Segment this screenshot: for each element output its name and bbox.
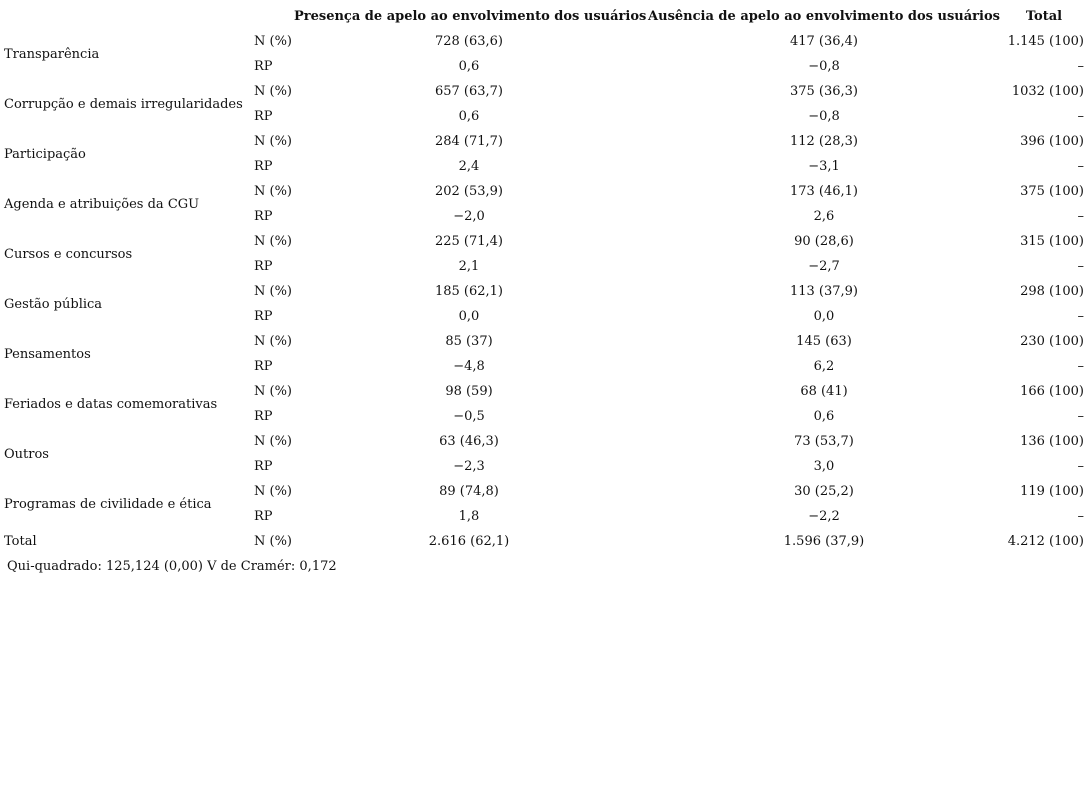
presence-count: 202 (53,9) [434,184,504,199]
measure-label: N (%) [254,184,293,199]
measure-label: RP [254,159,273,174]
total-residual: – [1077,59,1084,74]
absence-count: 112 (28,3) [789,134,859,149]
presence-residual: −2,3 [453,459,485,474]
presence-count: 225 (71,4) [434,234,504,249]
table-row-n [4,129,1084,154]
total-count: 166 (100) [1020,384,1084,399]
absence-count: 417 (36,4) [789,34,859,49]
presence-residual: −4,8 [453,359,485,374]
table-row-n [4,329,1084,354]
presence-count: 728 (63,6) [434,34,504,49]
total-residual: – [1077,109,1084,124]
absence-residual: 0,0 [813,309,835,324]
measure-label: N (%) [254,534,293,549]
table-row-total [4,529,1084,554]
presence-total: 2.616 (62,1) [428,534,510,549]
absence-residual: −0,8 [808,59,840,74]
header-absence: Ausência de apelo ao envolvimento dos usuários [648,9,1000,24]
measure-label: N (%) [254,334,293,349]
total-label: Total [4,534,37,549]
table-row-n [4,379,1084,404]
header-presence: Presença de apelo ao envolvimento dos usuários [294,9,647,24]
category-label: Pensamentos [4,346,91,362]
presence-residual: 0,6 [458,59,480,74]
measure-label: RP [254,459,273,474]
measure-label: RP [254,109,273,124]
absence-count: 113 (37,9) [789,284,859,299]
table-row-n [4,229,1084,254]
measure-label: RP [254,59,273,74]
category-label: Outros [4,446,49,462]
measure-label: RP [254,409,273,424]
total-count: 315 (100) [1020,234,1084,249]
absence-count: 68 (41) [800,384,848,399]
absence-residual: −0,8 [808,109,840,124]
presence-count: 85 (37) [445,334,493,349]
absence-residual: 3,0 [813,459,835,474]
absence-residual: 2,6 [813,209,835,224]
measure-label: N (%) [254,84,293,99]
header-total: Total [1025,9,1063,24]
total-count: 230 (100) [1020,334,1084,349]
table-body [4,29,1084,554]
presence-count: 284 (71,7) [434,134,504,149]
grand-total: 4.212 (100) [1007,534,1084,549]
total-residual: – [1077,459,1084,474]
measure-label: N (%) [254,434,293,449]
table-row-n [4,279,1084,304]
table-row-n [4,79,1084,104]
category-label: Gestão pública [4,296,103,312]
measure-label: RP [254,259,273,274]
total-count: 136 (100) [1020,434,1084,449]
presence-residual: 2,4 [458,159,480,174]
total-count: 1.145 (100) [1007,34,1084,49]
presence-residual: −0,5 [453,409,485,424]
absence-count: 375 (36,3) [789,84,859,99]
category-label: Transparência [4,46,100,62]
measure-label: RP [254,309,273,324]
table-row-n [4,479,1084,504]
measure-label: RP [254,509,273,524]
measure-label: RP [254,359,273,374]
header-category [4,4,254,29]
presence-residual: 0,6 [458,109,480,124]
absence-residual: 6,2 [813,359,835,374]
total-residual: – [1077,409,1084,424]
total-residual: – [1077,259,1084,274]
absence-count: 145 (63) [796,334,852,349]
measure-label: N (%) [254,234,293,249]
total-residual: – [1077,209,1084,224]
absence-count: 30 (25,2) [794,484,854,499]
total-residual: – [1077,509,1084,524]
presence-count: 185 (62,1) [434,284,504,299]
measure-label: N (%) [254,134,293,149]
presence-count: 89 (74,8) [439,484,499,499]
chi-square-note: Qui-quadrado: 125,124 (0,00) V de Cramér: 0,172 [7,559,337,574]
category-label: Cursos e concursos [4,246,133,262]
table-row-n [4,429,1084,454]
presence-residual: 1,8 [458,509,480,524]
measure-label: N (%) [254,284,293,299]
measure-label: RP [254,209,273,224]
presence-residual: 2,1 [458,259,480,274]
header-row [4,4,1084,29]
total-count: 1032 (100) [1011,84,1084,99]
total-count: 119 (100) [1020,484,1084,499]
category-label: Agenda e atribuições da CGU [4,196,200,212]
presence-count: 63 (46,3) [439,434,499,449]
presence-count: 98 (59) [445,384,493,399]
total-residual: – [1077,159,1084,174]
category-label: Programas de civilidade e ética [4,496,212,512]
contingency-table [4,4,1084,554]
absence-total: 1.596 (37,9) [783,534,865,549]
table-row-n [4,29,1084,54]
absence-residual: 0,6 [813,409,835,424]
total-residual: – [1077,359,1084,374]
presence-count: 657 (63,7) [434,84,504,99]
category-label: Feriados e datas comemorativas [4,396,218,412]
category-label: Corrupção e demais irregularidades [4,96,243,112]
absence-count: 173 (46,1) [789,184,859,199]
total-count: 298 (100) [1020,284,1084,299]
header-measure [254,4,294,29]
total-count: 375 (100) [1020,184,1084,199]
absence-residual: −2,2 [808,509,840,524]
measure-label: N (%) [254,34,293,49]
table-row-n [4,179,1084,204]
measure-label: N (%) [254,384,293,399]
measure-label: N (%) [254,484,293,499]
total-residual: – [1077,309,1084,324]
total-count: 396 (100) [1020,134,1084,149]
absence-count: 73 (53,7) [794,434,854,449]
absence-residual: −2,7 [808,259,840,274]
presence-residual: −2,0 [453,209,485,224]
presence-residual: 0,0 [458,309,480,324]
category-label: Participação [4,146,86,162]
absence-count: 90 (28,6) [794,234,854,249]
absence-residual: −3,1 [808,159,840,174]
